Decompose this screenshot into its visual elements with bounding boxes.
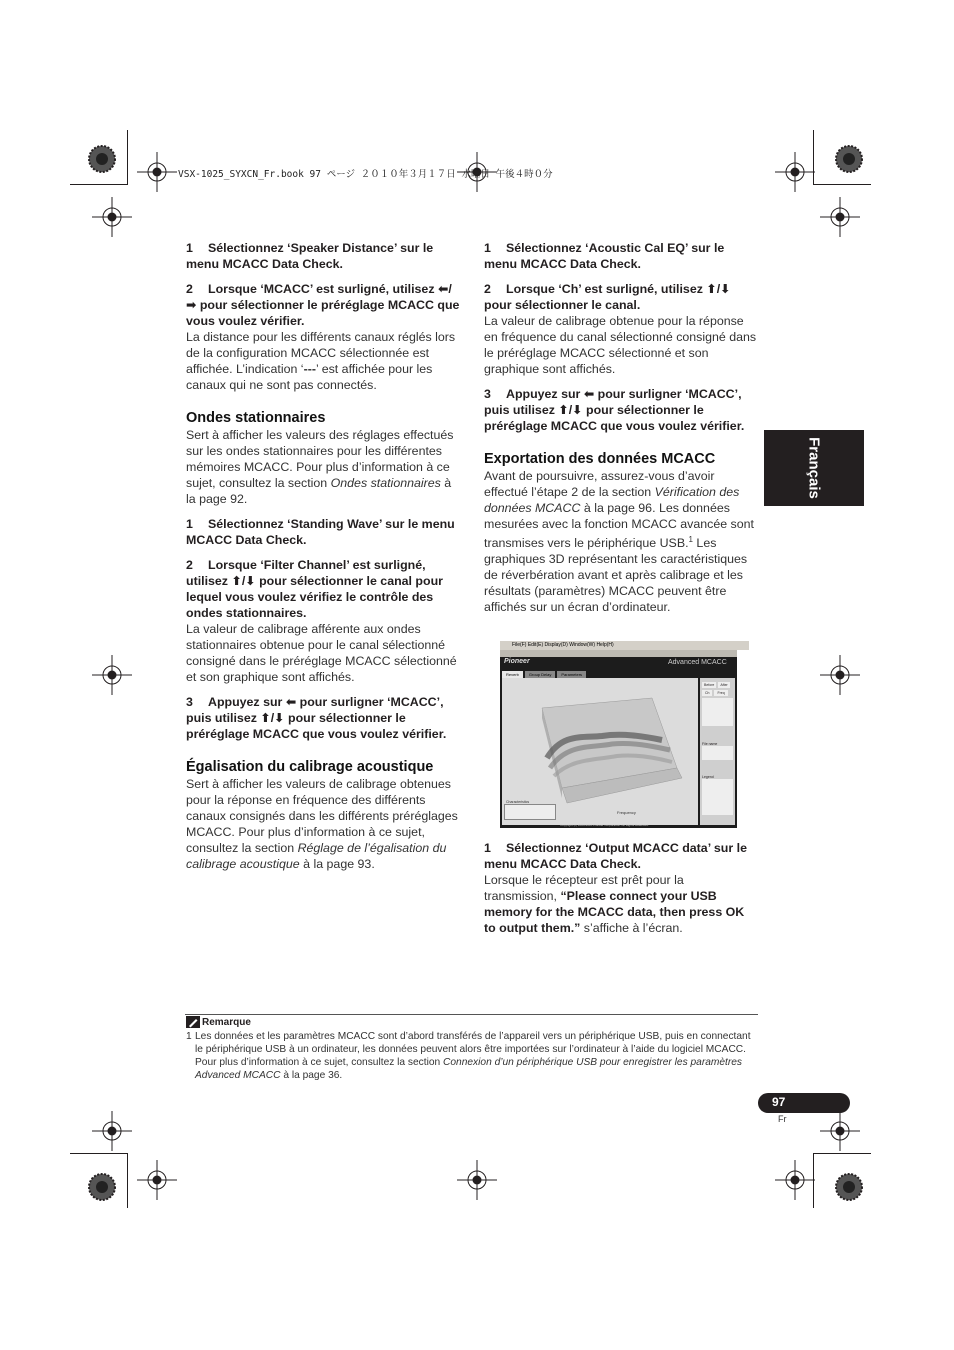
step-speaker-distance: 1 Sélectionnez ‘Speaker Distance’ sur le menu MCACC Data Check. [186, 241, 434, 271]
right-column [484, 240, 759, 615]
tab-group-delay[interactable]: Group Delay [525, 671, 555, 678]
distance-description: La distance pour les différents canaux réglés lors de la configuration MCACC sélectionnée est affichée. L’indication ‘---’ est affichée pour les canaux qui ne sont pas connectés. [186, 330, 456, 392]
pencil-note-icon [186, 1016, 200, 1028]
step-select-channel: 2 Lorsque ‘Ch’ est surligné, utilisez ⬆/⬇ pour sélectionner le canal. [484, 282, 731, 312]
graph-area [502, 678, 698, 825]
left-right-arrows-icon: ⬅/➡ [186, 282, 452, 312]
legend-box [702, 779, 733, 815]
tab-parameters[interactable]: Parameters [557, 671, 586, 678]
left-arrow-icon: ⬅ [583, 387, 595, 401]
language-tab: Français [764, 430, 864, 506]
step-filter-channel: 2 Lorsque ‘Filter Channel’ est surligné, utilisez ⬆/⬇ pour sélectionner le canal pour lequel vous voulez vérifiez le contrôle des ondes stationnaires. [186, 558, 443, 620]
print-header: VSX-1025_SYXCN_Fr.book 97 ページ ２０１０年３月１７日 水曜日 午後４時０分 [178, 169, 553, 180]
menu-bar: File(F) Edit(E) Display(D) Window(W) Help(H) [500, 641, 749, 650]
page-number: 97 [772, 1095, 786, 1109]
before-button[interactable]: Before [704, 683, 715, 687]
mcacc-software-screenshot [500, 641, 737, 828]
frequency-axis-label: Frequency [617, 810, 636, 815]
filter-channel-description: La valeur de calibrage afférente aux ondes stationnaires obtenue pour le canal sélectionné consigné dans le préréglage MCACC sélectionné et son graphique sont affichés. [186, 622, 457, 684]
legend-label: Legend [702, 775, 714, 779]
channel-description: La valeur de calibrage obtenue pour la réponse en fréquence du canal sélectionné consigné dans le préréglage MCACC sélectionné et son graphique sont affichés. [484, 314, 757, 376]
tab-bar [502, 671, 586, 678]
copyright-line: Copyright (c) 2003-2010 Pioneer Corporation. All Rights Reserved. [560, 823, 649, 827]
step-standing-wave: 1 Sélectionnez ‘Standing Wave’ sur le menu MCACC Data Check. [186, 517, 455, 547]
toolbar [500, 650, 737, 657]
after-button[interactable]: After [720, 683, 728, 687]
up-down-arrows-icon: ⬆/⬇ [706, 282, 731, 296]
freq-button[interactable]: Freq [714, 690, 727, 696]
heading-exportation: Exportation des données MCACC [484, 451, 716, 467]
page-language: Fr [778, 1114, 787, 1124]
heading-egalisation: Égalisation du calibrage acoustique [186, 759, 434, 775]
step-acoustic-cal-eq: 1 Sélectionnez ‘Acoustic Cal EQ’ sur le menu MCACC Data Check. [484, 241, 725, 271]
right-column-bottom [484, 840, 759, 936]
export-description: Avant de poursuivre, assurez-vous d’avoir effectué l’étape 2 de la section Vérification des données MCACC à la page 96. Les données mesurées avec la fonction MCACC avancée sont transmises vers le périphérique USB.$^1$ Les graphiques 3D représentant les caractéristiques de réverbération avant et après calibrage et les résultats (paramètres) MCACC peuvent être affichés sur un écran d’ordinateur. [484, 469, 754, 615]
file-name-field[interactable] [702, 746, 733, 760]
tab-reverb[interactable]: Reverb [502, 671, 523, 678]
up-down-arrows-icon: ⬆/⬇ [231, 574, 256, 588]
note-text: 1 Les données et les paramètres MCACC sont d’abord transférés de l’appareil vers un périphérique USB, puis en connectant le périphérique USB à un ordinateur, les données peuvent alors être importées sur l’ordinateur à l’aide du logiciel MCACC. Pour plus d’information à ce sujet, consultez la section Connexion d’un périphérique USB pour enregistrer les paramètres Advanced MCACC à la page 36. [186, 1031, 751, 1081]
left-arrow-icon: ⬅ [285, 695, 297, 709]
step-output-mcacc-data: 1 Sélectionnez ‘Output MCACC data’ sur le menu MCACC Data Check. [484, 841, 747, 871]
step-press-left-right: 3 Appuyez sur ⬅ pour surligner ‘MCACC’, puis utilisez ⬆/⬇ pour sélectionner le préréglage MCACC que vous voulez vérifier. [484, 387, 745, 433]
up-down-arrows-icon: ⬆/⬇ [260, 711, 285, 725]
note-title: Remarque [186, 1016, 251, 1028]
heading-ondes-stationnaires: Ondes stationnaires [186, 410, 326, 426]
ondes-description: Sert à afficher les valeurs des réglages effectués sur les ondes stationnaires pour les différentes mémoires MCACC. Pour plus d’information à ce sujet, consultez la section Ondes stationnaires à la page 92. [186, 428, 454, 506]
step-select-mcacc: 2 Lorsque ‘MCACC’ est surligné, utilisez ⬅/➡ pour sélectionner le préréglage MCACC que vous voulez vérifier. [186, 282, 460, 328]
output-description: Lorsque le récepteur est prêt pour la transmission, “Please connect your USB memory for the MCACC data, then press OK to output them.” s’affiche à l’écran. [484, 873, 745, 935]
reverb-3d-graph [502, 678, 698, 825]
brand-logo: Pioneer [504, 658, 530, 665]
up-down-arrows-icon: ⬆/⬇ [558, 403, 583, 417]
note-divider [185, 1014, 758, 1015]
characteristics-box: Characteristics [504, 804, 556, 820]
ch-button[interactable]: Ch [702, 690, 712, 696]
product-name: Advanced MCACC [668, 659, 727, 666]
left-column [186, 240, 461, 872]
control-panel [700, 678, 735, 825]
file-name-label: File name [702, 742, 718, 746]
channel-selector[interactable] [702, 698, 733, 726]
egalisation-description: Sert à afficher les valeurs de calibrage obtenues pour la réponse en fréquence des différents canaux consignés dans les différents préréglages MCACC. Pour plus d’information à ce sujet, consultez la section Réglage de l’égalisation du calibrage acoustique à la page 93. [186, 777, 458, 871]
step-press-left: 3 Appuyez sur ⬅ pour surligner ‘MCACC’, puis utilisez ⬆/⬇ pour sélectionner le préréglage MCACC que vous voulez vérifier. [186, 695, 447, 741]
